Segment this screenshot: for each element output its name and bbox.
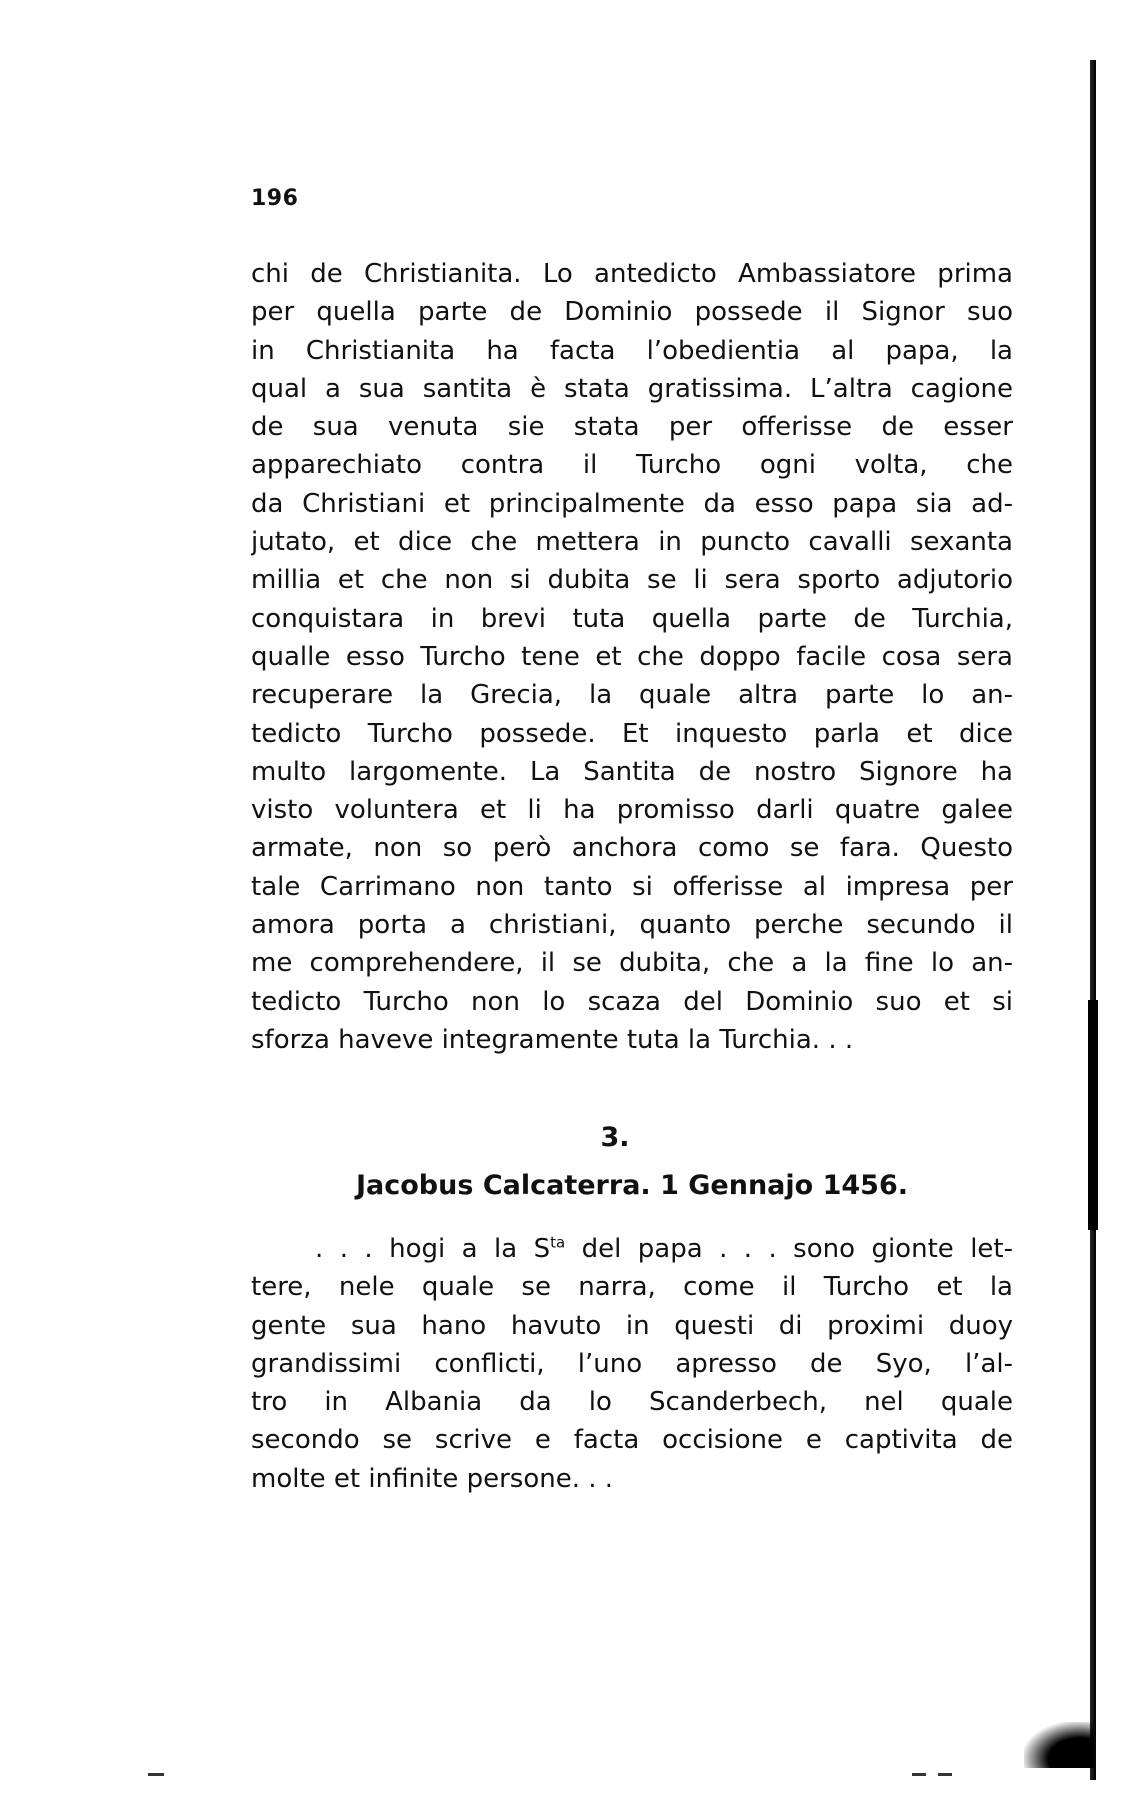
- text-line: da Christiani et principalmente da esso papa sia ad-: [251, 488, 1013, 519]
- text-line: tere, nele quale se narra, come il Turcho et la: [251, 1272, 1013, 1303]
- text-line: tedicto Turcho possede. Et inquesto parla et dice: [251, 718, 1013, 749]
- section-number: 3.: [600, 1122, 630, 1153]
- text-line: recuperare la Grecia, la quale altra parte lo an-: [251, 680, 1013, 711]
- text-line: qualle esso Turcho tene et che doppo facile cosa sera: [251, 641, 1013, 672]
- text-line: grandissimi conflicti, l’uno apresso de Syo, l’al-: [251, 1348, 1013, 1379]
- text-line: [251, 1230, 1013, 1268]
- text-segment: del papa . . . sono gionte let-: [565, 1234, 1013, 1264]
- text-line: gente sua hano havuto in questi di proximi duoy: [251, 1310, 1013, 1341]
- text-line: apparechiato contra il Turcho ogni volta, che: [251, 450, 1013, 481]
- text-line: visto voluntera et li ha promisso darli quatre galee: [251, 795, 1013, 826]
- text-line: tedicto Turcho non lo scaza del Dominio suo et si: [251, 986, 1013, 1017]
- page-edge-shadow: [1090, 60, 1096, 1780]
- text-line: tro in Albania da lo Scanderbech, nel quale: [251, 1387, 1013, 1418]
- text-line: chi de Christianita. Lo antedicto Ambassiatore prima: [251, 259, 1013, 289]
- paragraph-2: [251, 1230, 1013, 1498]
- text-line: me comprehendere, il se dubita, che a la fine lo an-: [251, 948, 1013, 979]
- page-number: 196: [251, 186, 299, 211]
- text-line: tale Carrimano non tanto si offerisse al impresa per: [251, 871, 1013, 902]
- scan-mark: [912, 1773, 926, 1776]
- text-line: jutato, et dice che mettera in puncto cavalli sexanta: [251, 527, 1013, 558]
- text-line: conquistara in brevi tuta quella parte de Turchia,: [251, 603, 1013, 634]
- paragraph-1: [251, 255, 1013, 1059]
- text-line: in Christianita ha facta l’obedientia al papa, la: [251, 335, 1013, 366]
- text-line: molte et infinite persone. . .: [251, 1463, 614, 1494]
- text-line: amora porta a christiani, quanto perche secundo il: [251, 910, 1013, 941]
- text-segment: . . . hogi a la S: [315, 1234, 551, 1264]
- page-corner-smudge: [1024, 1722, 1094, 1768]
- text-line: armate, non so però anchora como se fara. Questo: [251, 833, 1013, 864]
- superscript: ta: [550, 1233, 566, 1252]
- scan-mark: [148, 1773, 164, 1776]
- text-line: sforza haveve integramente tuta la Turchia. . .: [251, 1024, 854, 1055]
- page-edge-shadow-thick: [1088, 1000, 1098, 1230]
- document-heading: Jacobus Calcaterra. 1 Gennajo 1456.: [355, 1170, 908, 1201]
- text-line: millia et che non si dubita se li sera sporto adjutorio: [251, 565, 1013, 596]
- text-line: de sua venuta sie stata per offerisse de esser: [251, 412, 1013, 443]
- text-line: qual a sua santita è stata gratissima. L’altra cagione: [251, 373, 1013, 404]
- text-line: per quella parte de Dominio possede il Signor suo: [251, 297, 1013, 328]
- scan-mark: [938, 1773, 952, 1776]
- text-line: multo largomente. La Santita de nostro Signore ha: [251, 756, 1013, 787]
- text-line: secondo se scrive e facta occisione e captivita de: [251, 1425, 1013, 1456]
